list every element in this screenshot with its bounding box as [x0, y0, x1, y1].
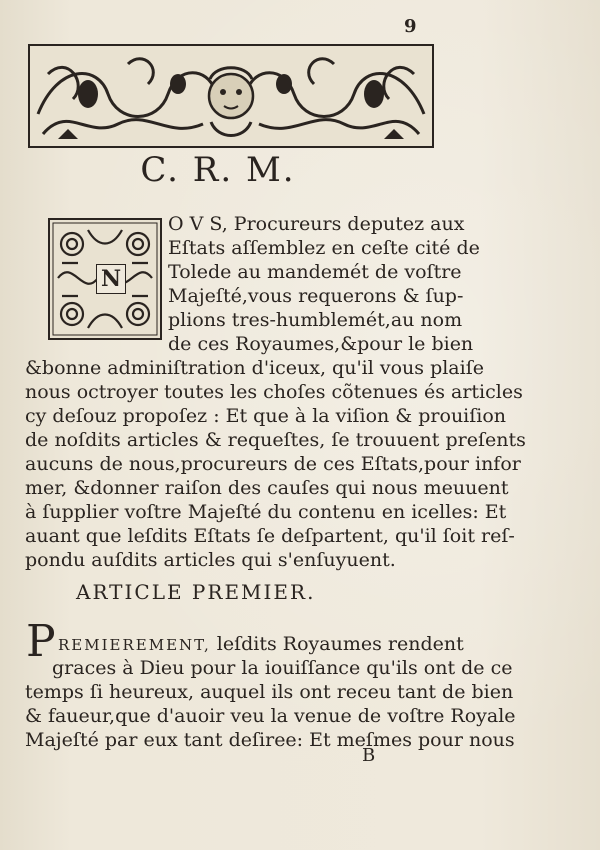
ornamental-headpiece — [28, 44, 434, 148]
signature-mark: B — [362, 745, 376, 766]
text-line: mer, &donner raiſon des cauſes qui nous meuuent — [25, 477, 509, 499]
text-line: Tolede au mandemét de voſtre — [168, 261, 462, 283]
text-line: à ſupplier voſtre Majeſté du contenu en icelles: Et — [25, 501, 507, 523]
article-initial: P — [26, 616, 56, 667]
text-line: aucuns de nous,procureurs de ces Eſtats,pour infor — [25, 453, 521, 475]
text-line: nous octroyer toutes les choſes cõtenues és articles — [25, 381, 523, 403]
text-line: & faueur,que d'auoir veu la venue de voſtre Royale — [25, 705, 516, 727]
text-line: temps ſi heureux, auquel ils ont receu tant de bien — [25, 681, 514, 703]
text-line: pondu auſdits articles qui s'enſuyuent. — [25, 549, 396, 571]
page-heading: C. R. M. — [140, 150, 296, 190]
text-line: Majeſté,vous requerons & ſup- — [168, 285, 464, 307]
text-line: plions tres-humblemét,au nom — [168, 309, 463, 331]
text-line: graces à Dieu pour la iouiſſance qu'ils ont de ce — [52, 657, 513, 679]
text-line: cy deſouz propoſez : Et que à la viſion & prouiſion — [25, 405, 507, 427]
text-line: leſdits Royaumes rendent — [216, 633, 464, 655]
text-line: &bonne adminiſtration d'iceux, qu'il vous plaiſe — [25, 357, 484, 379]
text-line: auant que leſdits Eſtats ſe deſpartent, qu'il ſoit reſ- — [25, 525, 515, 547]
text-line: O V S, Procureurs deputez aux — [168, 213, 465, 235]
article-title: ARTICLE PREMIER. — [76, 580, 316, 604]
text-line: de ces Royaumes,&pour le bien — [168, 333, 474, 355]
text-line: Majeſté par eux tant deſiree: Et meſmes pour nous — [25, 729, 515, 751]
drop-cap-letter: N — [96, 264, 126, 294]
article-first-word: REMIEREMENT, — [58, 636, 211, 654]
text-line: Eſtats aſſemblez en ceſte cité de — [168, 237, 480, 259]
page-number: 9 — [404, 16, 417, 37]
text-line: de noſdits articles & requeſtes, ſe trouuent preſents — [25, 429, 526, 451]
